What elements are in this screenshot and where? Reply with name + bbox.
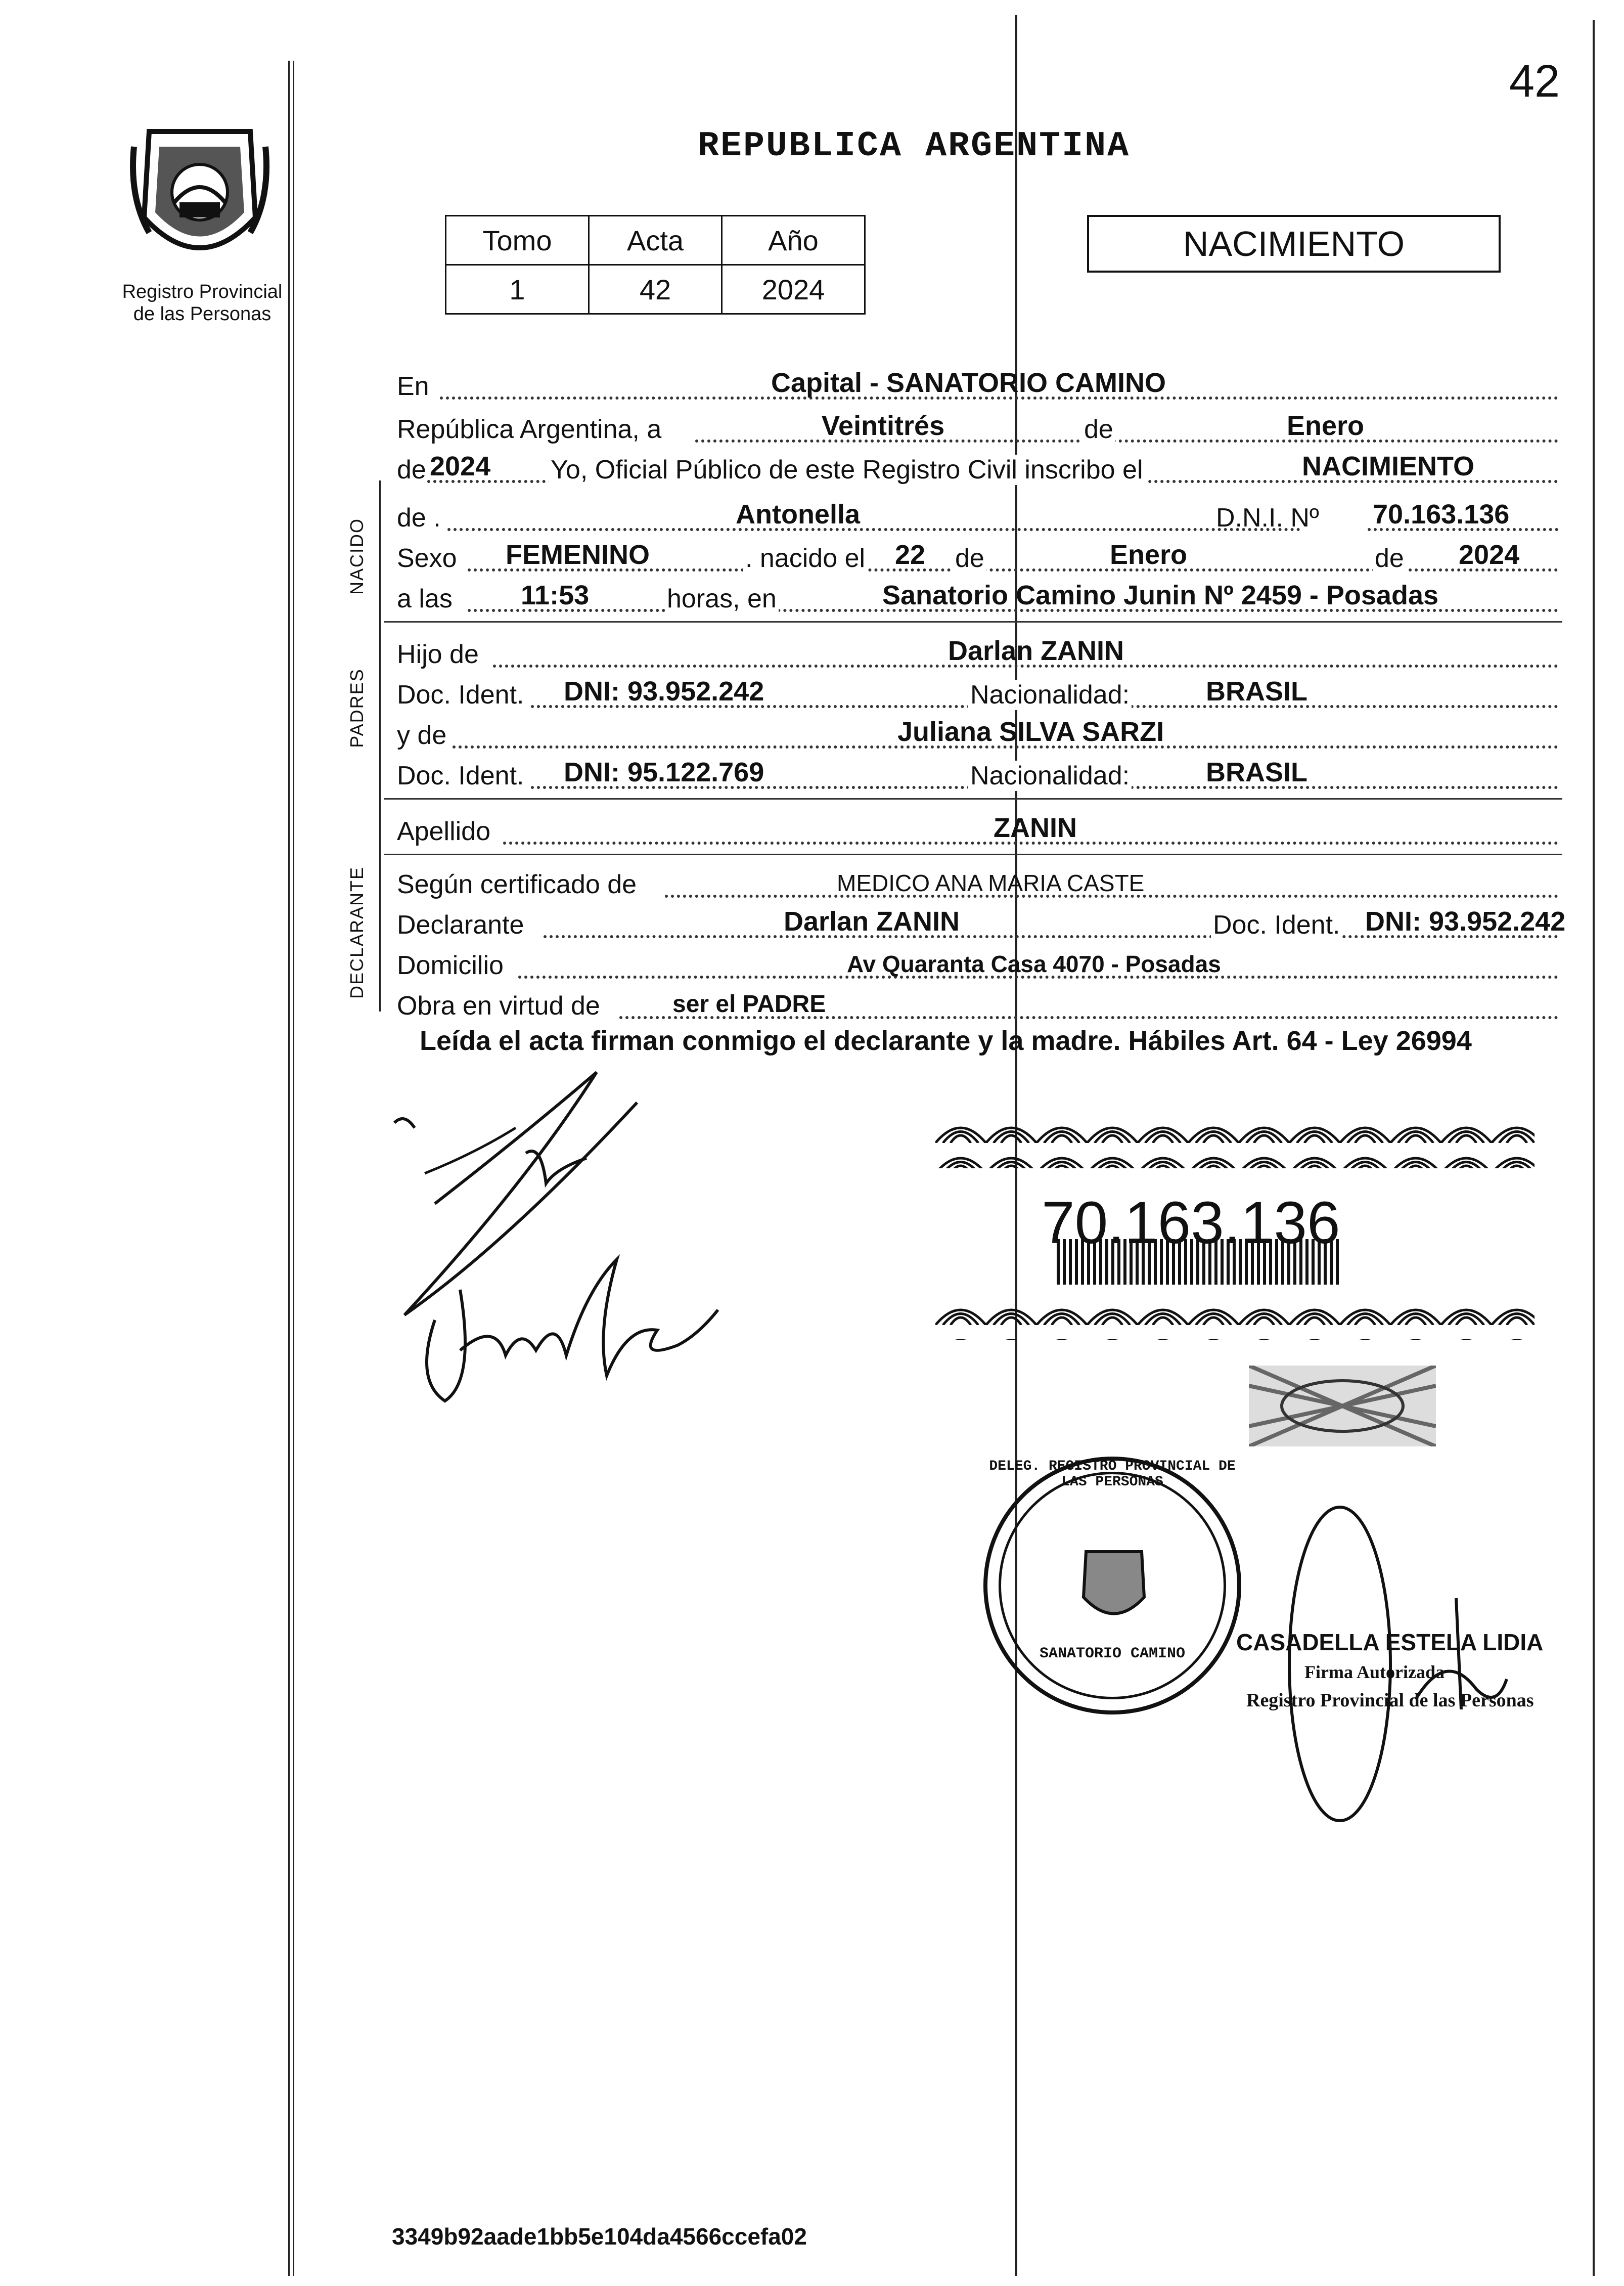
dotted-line bbox=[447, 528, 1300, 531]
header-tomo: Tomo bbox=[446, 216, 589, 265]
label-hijo-de: Hijo de bbox=[397, 640, 479, 669]
label-inscribo: Yo, Oficial Público de este Registro Civil inscribo el bbox=[549, 455, 1145, 485]
label-de: de bbox=[1082, 414, 1115, 445]
official-office: Registro Provincial de las Personas bbox=[1246, 1690, 1534, 1711]
label-domicilio: Domicilio bbox=[397, 951, 504, 980]
section-rule-left bbox=[379, 480, 381, 1012]
value-declarant-name: Darlan ZANIN bbox=[784, 906, 960, 937]
value-father-doc: DNI: 93.952.242 bbox=[564, 676, 764, 707]
official-name: CASADELLA ESTELA LIDIA bbox=[1236, 1629, 1544, 1655]
row-time-place bbox=[397, 577, 1558, 617]
header-ano: Año bbox=[722, 216, 865, 265]
value-birth-day: 22 bbox=[895, 540, 926, 570]
mother-signature-icon bbox=[404, 1249, 728, 1416]
row-child-name bbox=[397, 496, 1558, 536]
label-nacido-el: . nacido el bbox=[743, 543, 867, 574]
value-sex: FEMENINO bbox=[506, 540, 650, 570]
row-surname bbox=[397, 809, 1558, 850]
label-en: En bbox=[397, 372, 429, 401]
header-acta: Acta bbox=[589, 216, 722, 265]
row-mother-doc bbox=[397, 754, 1558, 794]
value-certificate: MEDICO ANA MARIA CASTE bbox=[837, 870, 1145, 896]
row-capacity bbox=[397, 984, 1558, 1024]
left-margin-rule-2 bbox=[293, 61, 294, 2276]
row-year bbox=[397, 448, 1558, 488]
left-margin-rule bbox=[288, 61, 290, 2276]
value-birth-time: 11:53 bbox=[521, 580, 590, 610]
row-sex-birthdate bbox=[397, 536, 1558, 577]
label-y-de: y de bbox=[397, 721, 447, 750]
label-a-las: a las bbox=[397, 584, 453, 613]
label-certificado: Según certificado de bbox=[397, 870, 637, 899]
label-horas-en: horas, en bbox=[665, 584, 779, 614]
row-father-name bbox=[397, 632, 1558, 673]
issuer-caption-line1: Registro Provincial bbox=[122, 281, 283, 302]
row-date bbox=[397, 407, 1558, 448]
value-birth-month: Enero bbox=[1110, 540, 1188, 570]
row-declarant bbox=[397, 903, 1566, 943]
label-doc-ident-declarant: Doc. Ident. bbox=[1211, 910, 1342, 940]
official-seal bbox=[983, 1457, 1241, 1714]
value-act-type: NACIMIENTO bbox=[1302, 451, 1475, 481]
label-republica: República Argentina, a bbox=[397, 415, 662, 444]
seal-ring-text: DELEG. REGISTRO PROVINCIAL DE LAS PERSONAS bbox=[989, 1459, 1236, 1490]
label-apellido: Apellido bbox=[397, 817, 491, 846]
label-de-name: de . bbox=[397, 503, 441, 533]
section-label-padres: PADRES bbox=[346, 668, 367, 748]
label-declarante: Declarante bbox=[397, 910, 524, 940]
value-day-words: Veintitrés bbox=[822, 411, 945, 441]
value-tomo: 1 bbox=[446, 265, 589, 314]
country-title: REPUBLICA ARGENTINA bbox=[698, 126, 1131, 166]
section-divider bbox=[384, 621, 1562, 623]
value-place: Capital - SANATORIO CAMINO bbox=[771, 368, 1166, 398]
label-nacionalidad: Nacionalidad: bbox=[968, 680, 1132, 710]
right-margin-rule bbox=[1593, 20, 1595, 2276]
province-coat-of-arms-icon bbox=[129, 116, 270, 278]
value-capacity: ser el PADRE bbox=[672, 991, 826, 1018]
seal-emblem-icon bbox=[1076, 1542, 1152, 1628]
document-hash: 3349b92aade1bb5e104da4566ccefa02 bbox=[392, 2223, 807, 2250]
value-birth-place: Sanatorio Camino Junin Nº 2459 - Posadas bbox=[882, 580, 1439, 610]
value-birth-year: 2024 bbox=[1459, 540, 1520, 570]
value-declarant-doc: DNI: 93.952.242 bbox=[1365, 906, 1566, 937]
value-father-nationality: BRASIL bbox=[1206, 676, 1307, 707]
label-de-month: de bbox=[953, 543, 986, 574]
page-number: 42 bbox=[1509, 56, 1560, 107]
value-month: Enero bbox=[1287, 411, 1365, 441]
dni-label-number: 70.163.136 bbox=[1042, 1190, 1340, 1256]
value-child-dni: 70.163.136 bbox=[1373, 499, 1510, 530]
label-doc-ident: Doc. Ident. bbox=[397, 680, 524, 710]
value-father-name: Darlan ZANIN bbox=[948, 636, 1124, 666]
section-label-nacido: NACIDO bbox=[346, 518, 367, 595]
value-surname: ZANIN bbox=[994, 813, 1077, 843]
value-ano: 2024 bbox=[722, 265, 865, 314]
value-mother-name: Juliana SILVA SARZI bbox=[897, 717, 1164, 747]
label-obra: Obra en virtud de bbox=[397, 991, 600, 1021]
label-doc-ident-mother: Doc. Ident. bbox=[397, 761, 524, 790]
seal-inner-text: SANATORIO CAMINO bbox=[1039, 1645, 1186, 1662]
label-de-year-2: de bbox=[1373, 543, 1406, 574]
issuer-caption-line2: de las Personas bbox=[133, 303, 272, 325]
closing-text: Leída el acta firman conmigo el declarante y la madre. Hábiles Art. 64 - Ley 26994 bbox=[420, 1026, 1472, 1056]
hologram-icon bbox=[1249, 1366, 1436, 1446]
value-mother-nationality: BRASIL bbox=[1206, 757, 1307, 787]
section-divider bbox=[384, 798, 1562, 800]
row-address bbox=[397, 943, 1558, 984]
issuer-caption bbox=[111, 281, 293, 325]
value-mother-doc: DNI: 95.122.769 bbox=[564, 757, 764, 787]
row-father-doc bbox=[397, 673, 1558, 713]
official-role: Firma Autorizada bbox=[1304, 1662, 1445, 1682]
row-mother-name bbox=[397, 713, 1558, 754]
label-de-year: de bbox=[397, 455, 426, 485]
label-nacionalidad-mother: Nacionalidad: bbox=[968, 761, 1132, 791]
document-type: NACIMIENTO bbox=[1087, 215, 1501, 273]
label-sexo: Sexo bbox=[397, 544, 457, 573]
value-child-name: Antonella bbox=[736, 499, 861, 530]
value-address: Av Quaranta Casa 4070 - Posadas bbox=[847, 951, 1221, 977]
value-year: 2024 bbox=[430, 451, 491, 481]
registry-table bbox=[445, 215, 866, 315]
row-place bbox=[397, 364, 1558, 405]
section-divider bbox=[384, 854, 1562, 855]
row-certificate bbox=[397, 862, 1558, 903]
value-acta: 42 bbox=[589, 265, 722, 314]
section-label-declarante: DECLARANTE bbox=[346, 866, 367, 999]
label-dni: D.N.I. Nº bbox=[1216, 503, 1319, 533]
